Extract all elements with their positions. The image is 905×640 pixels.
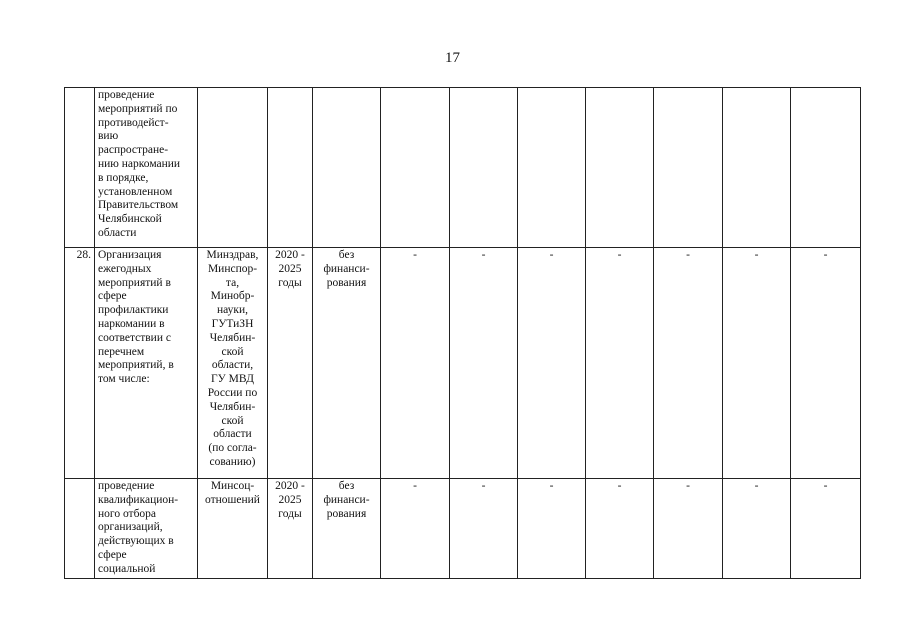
period: 2020 - 2025 годы [268,248,313,479]
value-cell: - [586,248,654,479]
row-number: 28. [65,248,95,479]
period: 2020 - 2025 годы [268,479,313,579]
row-number [65,88,95,248]
program-table [64,87,861,579]
value-cell: - [381,248,450,479]
table-row [65,88,861,248]
value-cell: - [450,248,518,479]
event-name: проведение квалификацион- ного отбора организаций, действующих в сфере социальной [95,479,198,579]
value-cell: - [518,248,586,479]
value-cell [586,88,654,248]
value-cell: - [381,479,450,579]
value-cell [791,88,861,248]
value-cell [723,88,791,248]
value-cell [450,88,518,248]
value-cell [518,88,586,248]
value-cell [654,88,723,248]
value-cell: - [586,479,654,579]
table-row [65,248,861,479]
funding-source [313,88,381,248]
table-row [65,479,861,579]
value-cell: - [654,479,723,579]
value-cell: - [654,248,723,479]
value-cell [381,88,450,248]
value-cell: - [791,248,861,479]
executor [198,88,268,248]
executor: Минздрав, Минспор- та, Минобр- науки, ГУТиЗН Челябин- ской области, ГУ МВД России по Челябин- ской области (по согла- сованию) [198,248,268,479]
value-cell: - [450,479,518,579]
executor: Минсоц- отношений [198,479,268,579]
event-name: Организация ежегодных мероприятий в сфере профилактики наркомании в соответствии с перечнем мероприятий, в том числе: [95,248,198,479]
event-name: проведение мероприятий по противодейст- вию распростране- нию наркомании в порядке, установленном Правительством Челябинской области [95,88,198,248]
value-cell: - [518,479,586,579]
row-number [65,479,95,579]
period [268,88,313,248]
value-cell: - [791,479,861,579]
funding-source: без финанси- рования [313,248,381,479]
page-number: 17 [445,50,460,66]
funding-source: без финанси- рования [313,479,381,579]
value-cell: - [723,479,791,579]
value-cell: - [723,248,791,479]
